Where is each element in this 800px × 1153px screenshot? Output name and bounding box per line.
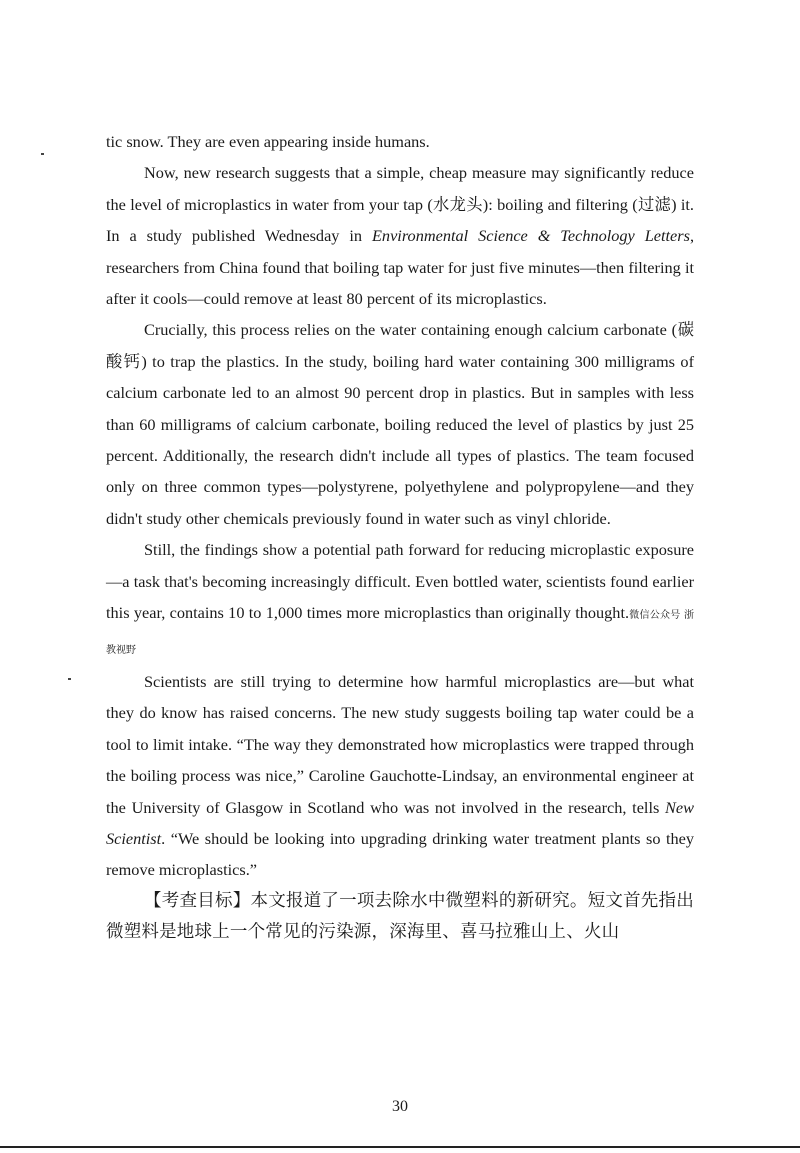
paragraph-boiling-research: Now, new research suggests that a simple, cheap measure may significantly reduce the level of microplastics in water from your tap (水龙头): boiling and filtering (过滤) it. In a study published Wednesday in Environmental Science & Technology Letters, researchers from China found that boiling tap water for just five minutes—then filtering it after it cools—could remove at least 80 percent of its microplastics. [106, 163, 695, 309]
scan-mark [68, 678, 71, 680]
paragraph-calcium-carbonate: Crucially, this process relies on the water containing enough calcium carbonate (碳酸钙) to trap the plastics. In the study, boiling hard water containing 300 milligrams of calcium carbonate led to an almost 90 percent drop in plastics. But in samples with less than 60 milligrams of calcium carbonate, boiling reduced the level of plastics by just 25 percent. Additionally, the research didn't include all types of plastics. The team focused only on three common types—polystyrene, polyethylene and polypropylene—and they didn't study other chemicals previously found in water such as vinyl chloride. [106, 320, 694, 528]
document-body [106, 126, 694, 949]
source-title: New Scientist [106, 797, 694, 848]
page-number: 30 [392, 1098, 408, 1115]
paragraph-path-forward: Still, the findings show a potential path forward for reducing microplastic exposure—a task that's becoming increasingly difficult. Even bottled water, scientists found earlier this year, contains 10 to 1,000 times more microplastics than originally thought.微信公众号 浙教视野 [106, 540, 694, 656]
paragraph-continued: tic snow. They are even appearing inside humans. [106, 132, 430, 151]
paragraph-exam-objective: 【考查目标】本文报道了一项去除水中微塑料的新研究。短文首先指出微塑料是地球上一个常见的污染源，深海里、喜马拉雅山上、火山 [106, 890, 694, 943]
page-bottom-rule [0, 1146, 800, 1148]
scan-mark [41, 153, 44, 155]
watermark-text: 微信公众号 浙教视野 [106, 610, 694, 656]
paragraph-scientists-concerns: Scientists are still trying to determine how harmful microplastics are—but what they do know has raised concerns. The new study suggests boiling tap water could be a tool to limit intake. “The way they demonstrated how microplastics were trapped through the boiling process was nice,” Caroline Gauchotte-Lindsay, an environmental engineer at the University of Glasgow in Scotland who was not involved in the research, tells New Scientist. “We should be looking into upgrading drinking water treatment plants so they remove microplastics.” [106, 671, 694, 880]
journal-title: Environmental Science & Technology Letters [371, 226, 690, 246]
